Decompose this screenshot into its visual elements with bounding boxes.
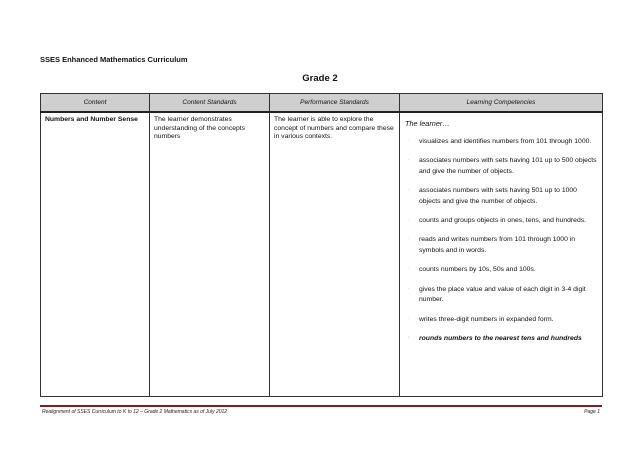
learning-competencies-cell [400, 112, 603, 397]
learner-intro: The learner… [405, 119, 450, 128]
bullet-icon: · [408, 157, 410, 164]
column-header-performance-standards: Performance Standards [270, 94, 400, 113]
list-item [408, 334, 602, 345]
content-standard-text: The learner demonstrates understanding of the concepts numbers [154, 116, 246, 141]
document-title: SSES Enhanced Mathematics Curriculum [40, 55, 188, 64]
list-item [408, 186, 602, 208]
list-item [408, 235, 602, 257]
table-header-row [41, 94, 603, 113]
performance-standard-text: The learner is able to explore the concept of numbers and compare these in various contexts. [274, 116, 394, 141]
competency-list [400, 137, 602, 344]
competency-text: counts and groups objects in ones, tens, and hundreds. [419, 217, 587, 225]
list-item [408, 315, 602, 326]
footer-rule [40, 405, 602, 407]
column-header-learning-competencies: Learning Competencies [400, 94, 603, 113]
page-number: Page 1 [584, 409, 600, 415]
bullet-icon: · [408, 315, 410, 322]
curriculum-table [40, 93, 603, 397]
bullet-icon: · [408, 334, 410, 341]
competency-text: reads and writes numbers from 101 through 1000 in symbols and in words. [419, 236, 576, 255]
list-item [408, 156, 602, 178]
competency-text: visualizes and identifies numbers from 101 through 1000. [419, 138, 592, 145]
list-item [408, 285, 602, 307]
competency-text: gives the place value and value of each digit in 3-4 digit number. [419, 285, 586, 304]
content-standard-cell [150, 112, 270, 397]
competency-text: writes three-digit numbers in expanded form. [419, 315, 554, 323]
footer-text: Realignment of SSES Curriculum to K to 12 – Grade 2 Mathematics as of July 2012 [42, 409, 228, 415]
performance-standard-cell [270, 112, 400, 397]
content-text: Numbers and Number Sense [45, 116, 138, 123]
bullet-icon: · [408, 236, 410, 243]
table-row [41, 112, 603, 397]
list-item [408, 137, 602, 148]
competency-text: associates numbers with sets having 501 up to 1000 objects and give the number of objects. [419, 187, 577, 205]
bullet-icon: · [408, 217, 410, 224]
column-header-content-standards: Content Standards [150, 94, 270, 113]
competency-text: associates numbers with sets having 101 up to 500 objects and give the number of objects. [419, 157, 597, 175]
grade-heading: Grade 2 [302, 73, 338, 84]
bullet-icon: · [408, 285, 410, 292]
bullet-icon: · [408, 138, 410, 144]
bullet-icon: · [408, 187, 410, 194]
list-item [408, 265, 602, 276]
content-cell [41, 112, 150, 397]
list-item [408, 216, 602, 227]
column-header-content: Content [41, 94, 150, 113]
competency-text: rounds numbers to the nearest tens and hundreds [419, 334, 582, 342]
bullet-icon: · [408, 266, 410, 273]
competency-text: counts numbers by 10s, 50s and 100s. [419, 266, 536, 274]
